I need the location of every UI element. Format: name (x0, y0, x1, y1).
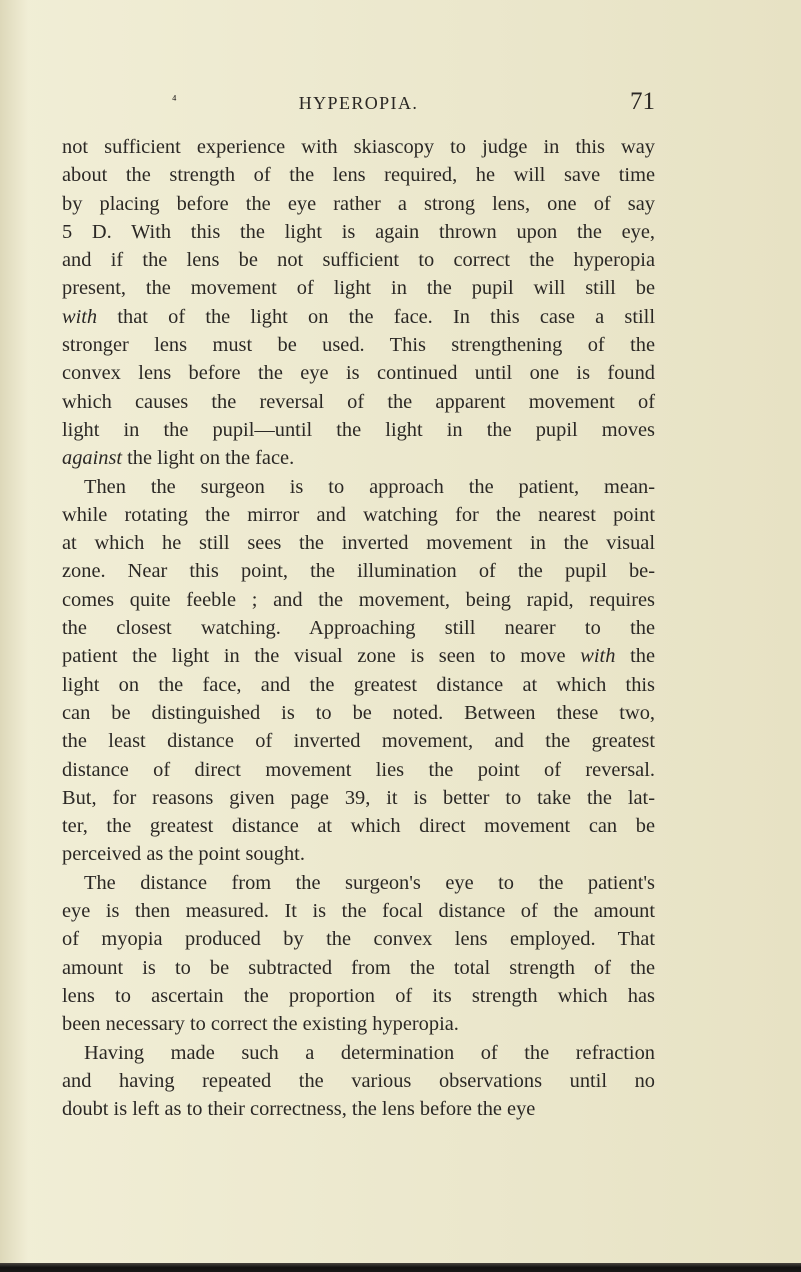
text-line (62, 869, 655, 897)
italic-text: against (62, 447, 123, 470)
text-line (62, 303, 655, 331)
text-segment: amount is to be subtracted from the total strength of the (62, 956, 655, 979)
text-segment: present, the movement of light in the pupil will still be (62, 277, 655, 300)
scan-edge-bar (0, 1263, 801, 1272)
text-segment: that of the light on the face. In this case a still (97, 305, 655, 328)
text-line (62, 671, 655, 699)
text-line (62, 190, 655, 218)
text-line (62, 982, 655, 1010)
running-head (62, 90, 655, 120)
text-line (62, 388, 655, 416)
text-line (62, 246, 655, 274)
text-line (62, 727, 655, 755)
text-segment: the (615, 645, 655, 668)
text-segment: patient the light in the visual zone is seen to move (62, 645, 581, 668)
text-line (62, 557, 655, 585)
text-segment: about the strength of the lens required, he will save time (62, 164, 655, 187)
text-segment: distance of direct movement lies the point of reversal. (62, 758, 655, 781)
text-segment: the closest watching. Approaching still nearer to the (62, 617, 655, 640)
text-line (62, 473, 655, 501)
text-segment: not sufficient experience with skiascopy to judge in this way (62, 136, 655, 158)
text-segment: But, for reasons given page 39, it is better to take the lat- (62, 786, 655, 809)
text-line (62, 274, 655, 302)
text-line (62, 925, 655, 953)
italic-text: with (62, 305, 98, 328)
text-line (62, 331, 655, 359)
text-line (62, 699, 655, 727)
text-line (62, 1010, 655, 1038)
text-segment: ter, the greatest distance at which direct movement can be (62, 815, 655, 838)
text-line (62, 784, 655, 812)
text-line (62, 529, 655, 557)
text-line (62, 133, 655, 161)
text-segment: convex lens before the eye is continued until one is found (62, 362, 655, 385)
text-segment: zone. Near this point, the illumination of the pupil be- (62, 560, 655, 583)
text-line (62, 840, 655, 868)
page-gutter-shadow (0, 0, 28, 1272)
text-segment: lens to ascertain the proportion of its strength which has (62, 984, 655, 1007)
text-segment: can be distinguished is to be noted. Between these two, (62, 701, 655, 724)
text-line (62, 218, 655, 246)
text-line (62, 416, 655, 444)
page-number: 71 (630, 88, 655, 115)
text-segment: stronger lens must be used. This strengthening of the (62, 334, 655, 357)
text-line (62, 359, 655, 387)
text-segment: the light on the face. (122, 447, 295, 470)
italic-text: with (580, 645, 616, 668)
text-segment: been necessary to correct the existing hyperopia. (62, 1013, 459, 1036)
text-segment: Then the surgeon is to approach the patient, mean- (84, 475, 655, 498)
text-line (62, 161, 655, 189)
text-line (62, 444, 655, 472)
text-line (62, 897, 655, 925)
text-segment: which causes the reversal of the apparent movement of (62, 390, 655, 413)
text-segment: 5 D. With this the light is again thrown upon the eye, (62, 220, 655, 243)
text-line (62, 501, 655, 529)
text-segment: at which he still sees the inverted movement in the visual (62, 532, 655, 555)
text-line (62, 1095, 655, 1123)
text-segment: light on the face, and the greatest distance at which this (62, 673, 655, 696)
text-segment: and having repeated the various observations until no (62, 1069, 655, 1092)
text-segment: the least distance of inverted movement, and the greatest (62, 730, 655, 753)
text-segment: while rotating the mirror and watching for the nearest point (62, 503, 655, 526)
text-line (62, 756, 655, 784)
text-segment: comes quite feeble ; and the movement, being rapid, requires (62, 588, 655, 611)
text-segment: The distance from the surgeon's eye to the patient's (84, 871, 655, 894)
text-segment: by placing before the eye rather a strong lens, one of say (62, 192, 655, 215)
text-line (62, 954, 655, 982)
text-line (62, 1067, 655, 1095)
text-segment: Having made such a determination of the refraction (84, 1041, 655, 1064)
text-segment: perceived as the point sought. (62, 843, 305, 866)
printer-tick-mark: ⁴ (172, 92, 177, 107)
text-line (62, 812, 655, 840)
text-line (62, 614, 655, 642)
text-segment: of myopia produced by the convex lens employed. That (62, 928, 655, 951)
running-head-title: HYPEROPIA. (298, 93, 419, 113)
text-segment: and if the lens be not sufficient to correct the hyperopia (62, 249, 655, 272)
text-line (62, 586, 655, 614)
text-segment: eye is then measured. It is the focal distance of the amount (62, 900, 655, 923)
text-line (62, 1039, 655, 1067)
text-segment: light in the pupil—until the light in the pupil moves (62, 418, 655, 441)
text-segment: doubt is left as to their correctness, the lens before the eye (62, 1098, 536, 1121)
text-line (62, 642, 655, 670)
body-text (62, 133, 655, 1123)
